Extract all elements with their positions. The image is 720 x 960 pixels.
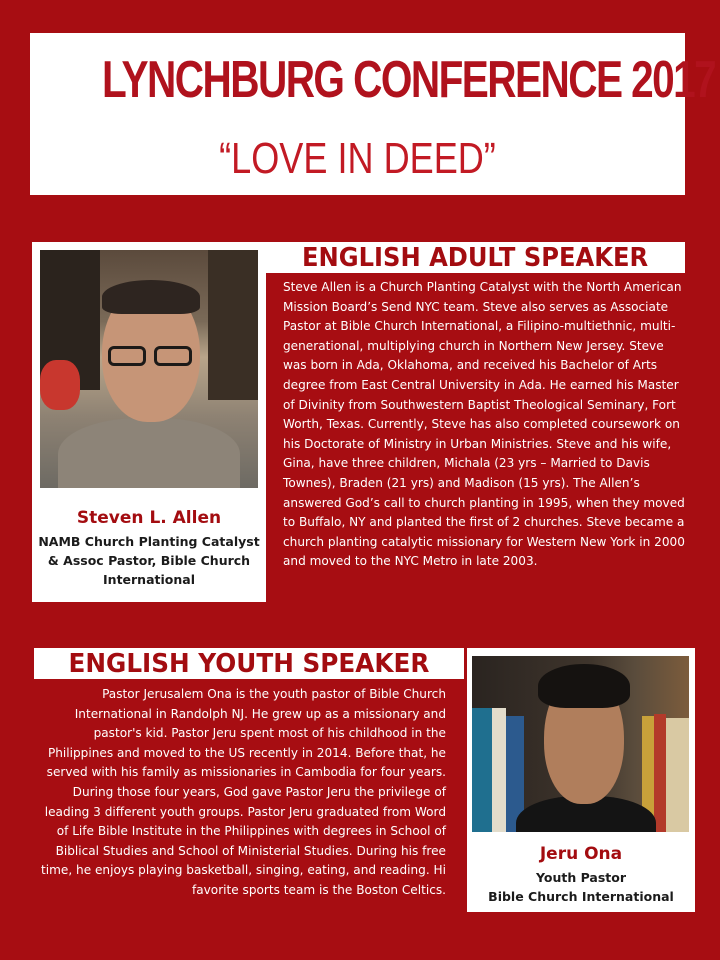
adult-speaker-role-2: & Assoc Pastor, Bible Church [47,553,251,568]
adult-section-banner [266,242,685,273]
glasses-right-lens [154,346,192,366]
youth-section-heading: ENGLISH YOUTH SPEAKER [68,649,430,679]
page-title: LYNCHBURG CONFERENCE 2017 [102,51,716,109]
speaker-shoulders [58,418,240,488]
adult-speaker-name: Steven L. Allen [76,508,222,528]
youth-speaker-card [467,648,695,912]
book-spine [666,718,689,832]
youth-speaker-bio: Pastor Jerusalem Ona is the youth pastor of Bible Church International in Randolph NJ. He grew up as a missionary and pastor's kid. Pastor Jeru spent most of his childhood in the Philippines and moved to the US recently in 2014. Before that, he served with his family as missionaries in Cambodia for four years. During those four years, God gave Pastor Jeru the privilege of leading 3 different youth groups. Pastor Jeru graduated from Word of Life Bible Institute in the Philippines with degrees in School of Biblical Studies and School of Ministerial Studies. During his free time, he enjoys playing basketball, singing, eating, and reading. Hi favorite sports team is the Boston Celtics. [41,687,446,897]
youth-speaker-photo [472,656,689,832]
title-box [30,33,716,195]
book-spine [472,708,492,832]
youth-speaker-role-2: Bible Church International [488,889,674,904]
youth-speaker-role-1: Youth Pastor [535,870,627,885]
adult-speaker-role-3: International [103,572,195,587]
adult-speaker-role-1: NAMB Church Planting Catalyst [38,534,260,549]
book-spine [654,714,666,832]
glasses-left-lens [108,346,146,366]
adult-speaker-photo [40,250,258,488]
adult-speaker-card [32,242,266,602]
adult-speaker-bio: Steve Allen is a Church Planting Catalyst with the North American Mission Board’s Send NYC team. Steve also serves as Associate Pastor at Bible Church International, a Filipino-multiethnic, multi-generational, multiplying church in Northern New Jersey. Steve was born in Ada, Oklahoma, and received his Bachelor of Arts degree from East Central University in Ada. He earned his Master of Divinity from Southwestern Baptist Theological Seminary, Fort Worth, Texas. Currently, Steve has also completed coursework on his Doctorate of Ministry in Urban Ministries. Steve and his wife, Gina, have three children, Michala (23 yrs – Married to Davis Townes), Braden (21 yrs) and Madison (15 yrs). The Allen’s answered God’s call to church planting in 1995, when they moved to Buffalo, NY and planted the first of 2 churches. Steve became a church planting catalytic missionary for Western New York in 2000 and moved to the NYC Metro in late 2003. [283,280,685,569]
adult-section-heading: ENGLISH ADULT SPEAKER [302,243,649,273]
book-spine [492,708,506,832]
youth-speaker-name: Jeru Ona [539,844,623,864]
page-subtitle: “LOVE IN DEED” [219,134,496,183]
speaker-hair [102,280,200,314]
photo-frame-right [208,250,258,400]
youth-section-banner [34,648,464,679]
speaker-hair [538,664,630,708]
photo-decor [40,360,80,410]
